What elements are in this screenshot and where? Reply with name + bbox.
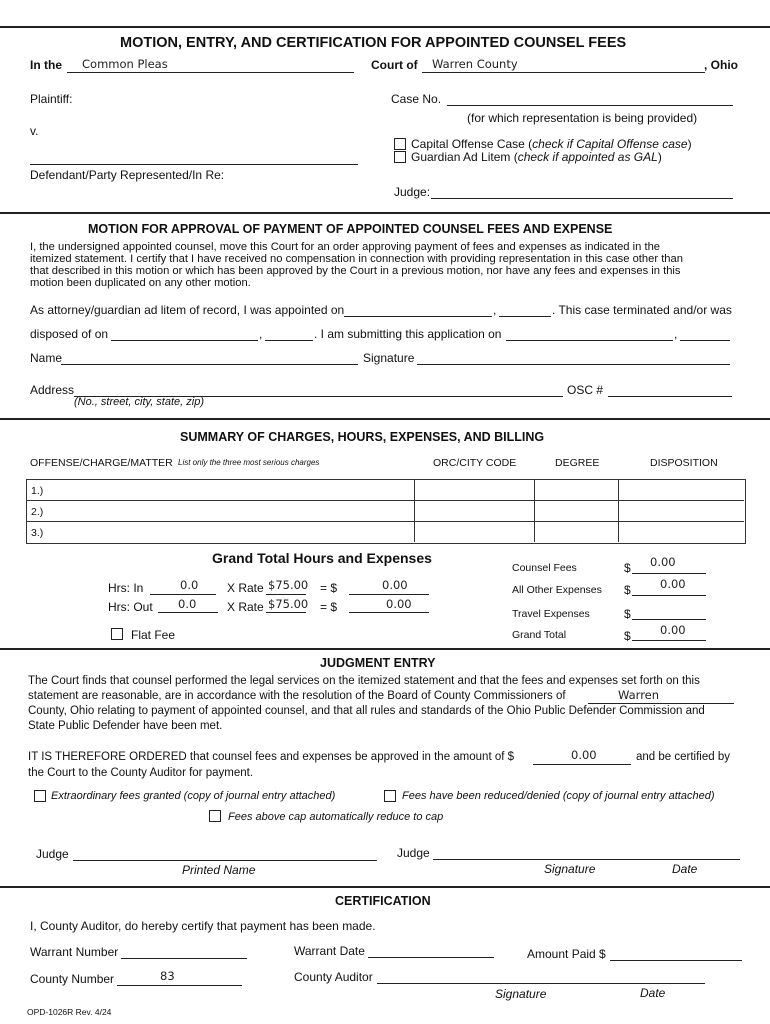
warrant-date-label: Warrant Date	[294, 944, 365, 958]
appointed-label: As attorney/guardian ad litem of record, I was appointed on	[30, 303, 345, 317]
reduced-checkbox[interactable]	[384, 790, 396, 802]
submitting-label: . I am submitting this application on	[314, 327, 502, 341]
judgment-line-4: State Public Defender have been met.	[28, 720, 223, 732]
warrant-date-field[interactable]	[368, 957, 494, 958]
x-rate-label-out: X Rate	[227, 600, 264, 614]
county-number-label: County Number	[30, 972, 115, 986]
capital-offense-close: )	[687, 137, 692, 151]
counsel-fees-field[interactable]: 0.00	[650, 555, 676, 569]
address-label: Address	[30, 383, 75, 397]
flat-fee-checkbox[interactable]	[111, 628, 123, 640]
submitting-comma: ,	[674, 327, 678, 341]
other-expenses-field[interactable]: 0.00	[660, 577, 686, 591]
divider-3	[0, 648, 770, 650]
gal-close: )	[657, 150, 662, 164]
case-no-label: Case No.	[391, 92, 442, 106]
flat-fee-label: Flat Fee	[131, 628, 176, 642]
submitting-year-field[interactable]	[680, 340, 730, 341]
motion-heading: MOTION FOR APPROVAL OF PAYMENT OF APPOINTED COUNSEL FEES AND EXPENSE	[88, 222, 613, 236]
county-number-line	[117, 985, 242, 986]
totals-heading: Grand Total Hours and Expenses	[212, 550, 432, 566]
warrant-number-field[interactable]	[121, 958, 247, 959]
extraordinary-label: Extraordinary fees granted (copy of journal entry attached)	[51, 790, 336, 802]
motion-line-1: I, the undersigned appointed counsel, move this Court for an order approving payment of fees and expenses as indicated in the	[30, 241, 661, 253]
case-no-note: (for which representation is being provided)	[467, 111, 698, 125]
form-title: MOTION, ENTRY, AND CERTIFICATION FOR APPOINTED COUNSEL FEES	[120, 35, 627, 51]
divider-1	[0, 212, 770, 214]
hrs-in-label: Hrs: In	[108, 581, 144, 595]
auditor-signature-caption: Signature	[495, 987, 547, 1001]
judge-signature-label: Judge	[397, 846, 430, 860]
rate-in-line	[266, 594, 306, 595]
rate-out-line	[266, 612, 306, 613]
disposed-year-field[interactable]	[265, 340, 313, 341]
equals-label-in: = $	[320, 581, 338, 595]
other-expenses-dollar: $	[624, 583, 631, 597]
grand-total-label: Grand Total	[512, 629, 567, 641]
judge-printed-label: Judge	[36, 847, 69, 861]
gal-note: check if appointed as GAL	[517, 150, 658, 164]
judge-date-caption: Date	[672, 862, 698, 876]
reduced-label: Fees have been reduced/denied (copy of journal entry attached)	[402, 790, 715, 802]
total-in-line	[349, 594, 429, 595]
ordered-line	[533, 764, 631, 765]
hrs-out-line	[158, 612, 218, 613]
hrs-in-field[interactable]: 0.0	[180, 578, 199, 592]
county-auditor-field[interactable]	[377, 983, 705, 984]
gal-checkbox[interactable]	[394, 151, 406, 163]
gal-text	[411, 150, 662, 164]
capital-offense-label: Capital Offense Case (	[411, 137, 533, 151]
counsel-fees-dollar: $	[624, 561, 631, 575]
signature-label-motion: Signature	[363, 351, 415, 365]
osc-field[interactable]	[608, 396, 732, 397]
judgment-line-1: The Court finds that counsel performed the legal services on the itemized statement and that the fees and expenses set forth on this	[28, 675, 700, 687]
form-id: OPD-1026R Rev. 4/24	[27, 1007, 112, 1017]
summary-heading: SUMMARY OF CHARGES, HOURS, EXPENSES, AND BILLING	[180, 430, 545, 444]
other-expenses-line	[632, 595, 706, 596]
motion-line-4: motion been duplicated on any other motion.	[30, 277, 251, 289]
auditor-payment-label: the Court to the County Auditor for payment.	[28, 767, 254, 779]
county-auditor-label: County Auditor	[294, 970, 373, 984]
table-col-divider-1	[414, 479, 415, 542]
ohio-label: , Ohio	[704, 58, 738, 72]
judge-field-top[interactable]	[431, 198, 733, 199]
motion-line-3: that described in this motion or which has been approved by the Court in a previous motion, nor have any fees and expenses in this	[30, 265, 681, 277]
above-cap-label: Fees above cap automatically reduce to cap	[228, 811, 444, 823]
equals-label-out: = $	[320, 600, 338, 614]
table-col-divider-3	[618, 479, 619, 542]
warrant-number-label: Warrant Number	[30, 945, 119, 959]
court-of-label: Court of	[371, 58, 418, 72]
grand-total-line	[632, 640, 706, 641]
rate-in-field[interactable]: $75.00	[268, 578, 309, 592]
appointed-date-field[interactable]	[344, 316, 492, 317]
ordered-label: IT IS THEREFORE ORDERED that counsel fees and expenses be approved in the amount of $	[28, 751, 515, 763]
x-rate-label-in: X Rate	[227, 581, 264, 595]
grand-total-field[interactable]: 0.00	[660, 623, 686, 637]
disposed-comma: ,	[259, 327, 263, 341]
table-row[interactable]: 2.)	[31, 506, 44, 518]
capital-offense-note: check if Capital Offense case	[532, 137, 688, 151]
judge-signature-field[interactable]	[433, 859, 740, 860]
table-row[interactable]: 3.)	[31, 527, 44, 539]
motion-paragraph	[30, 241, 683, 289]
offense-column-note: List only the three most serious charges	[178, 458, 320, 467]
judgment-line-2: statement are reasonable, are in accordance with the resolution of the Board of County Commissioners of	[28, 690, 566, 702]
terminated-label: . This case terminated and/or was	[552, 303, 732, 317]
charges-table	[26, 479, 746, 544]
county-number-field[interactable]: 83	[160, 969, 175, 983]
certification-statement: I, County Auditor, do hereby certify that payment has been made.	[30, 919, 376, 933]
orc-column-header: ORC/CITY CODE	[433, 457, 517, 469]
printed-name-caption: Printed Name	[182, 863, 256, 877]
capital-offense-text	[411, 137, 692, 151]
travel-dollar: $	[624, 607, 631, 621]
hrs-out-label: Hrs: Out	[108, 600, 153, 614]
in-the-label: In the	[30, 58, 62, 72]
judgment-line-3: County, Ohio relating to payment of appointed counsel, and that all rules and standards of the Ohio Public Defender Commission and	[28, 705, 705, 717]
appointed-year-field[interactable]	[499, 316, 551, 317]
amount-paid-field[interactable]	[610, 960, 742, 961]
total-in-field[interactable]: 0.00	[382, 578, 408, 592]
judgment-heading: JUDGMENT ENTRY	[320, 656, 436, 670]
name-label: Name	[30, 351, 63, 365]
gal-label: Guardian Ad Litem (	[411, 150, 518, 164]
court-of-field[interactable]: Warren County	[432, 57, 518, 71]
certification-heading: CERTIFICATION	[335, 894, 431, 908]
county-line	[588, 703, 734, 704]
submitting-date-field[interactable]	[506, 340, 673, 341]
appointed-comma: ,	[493, 303, 497, 317]
travel-label: Travel Expenses	[512, 608, 590, 620]
ordered-amount-field[interactable]: 0.00	[571, 748, 597, 762]
amount-paid-label: Amount Paid $	[527, 947, 606, 961]
name-field[interactable]	[61, 364, 358, 365]
in-the-field[interactable]: Common Pleas	[82, 57, 168, 71]
hrs-in-line	[150, 594, 216, 595]
travel-field[interactable]	[632, 619, 706, 620]
case-no-field[interactable]	[447, 105, 733, 106]
address-note: (No., street, city, state, zip)	[74, 396, 204, 408]
total-out-line	[349, 612, 429, 613]
defendant-field[interactable]	[30, 164, 358, 165]
counsel-fees-line	[632, 573, 706, 574]
disposed-date-field[interactable]	[111, 340, 258, 341]
v-label: v.	[30, 124, 39, 138]
county-field[interactable]: Warren	[618, 688, 660, 702]
judge-signature-caption: Signature	[544, 862, 596, 876]
osc-label: OSC #	[567, 383, 604, 397]
rate-out-field[interactable]: $75.00	[268, 597, 309, 611]
judge-printed-name-field[interactable]	[73, 860, 377, 861]
table-col-divider-2	[534, 479, 535, 542]
table-row-divider-1	[26, 500, 744, 501]
total-out-field[interactable]: 0.00	[386, 597, 412, 611]
extraordinary-checkbox[interactable]	[34, 790, 46, 802]
signature-field-motion[interactable]	[417, 364, 730, 365]
in-the-line	[67, 72, 354, 73]
table-row-divider-2	[26, 521, 744, 522]
hrs-out-field[interactable]: 0.0	[178, 597, 197, 611]
above-cap-checkbox[interactable]	[209, 810, 221, 822]
grand-total-dollar: $	[624, 629, 631, 643]
disposition-column-header: DISPOSITION	[650, 457, 718, 469]
judge-label-top: Judge:	[394, 185, 431, 199]
table-row[interactable]: 1.)	[31, 485, 44, 497]
auditor-date-caption: Date	[640, 986, 666, 1000]
plaintiff-label: Plaintiff:	[30, 92, 73, 106]
counsel-fees-label: Counsel Fees	[512, 562, 577, 574]
top-border	[0, 26, 770, 28]
certified-label: and be certified by	[636, 751, 730, 763]
court-of-line	[422, 72, 705, 73]
disposed-label: disposed of on	[30, 327, 109, 341]
offense-column-header: OFFENSE/CHARGE/MATTER	[30, 457, 173, 469]
capital-offense-checkbox[interactable]	[394, 138, 406, 150]
divider-4	[0, 886, 770, 888]
defendant-label: Defendant/Party Represented/In Re:	[30, 168, 225, 182]
degree-column-header: DEGREE	[555, 457, 600, 469]
motion-line-2: itemized statement. I certify that I have received no compensation in connection with providing representation in this case other than	[30, 253, 683, 265]
divider-2	[0, 418, 770, 420]
other-expenses-label: All Other Expenses	[512, 584, 602, 596]
